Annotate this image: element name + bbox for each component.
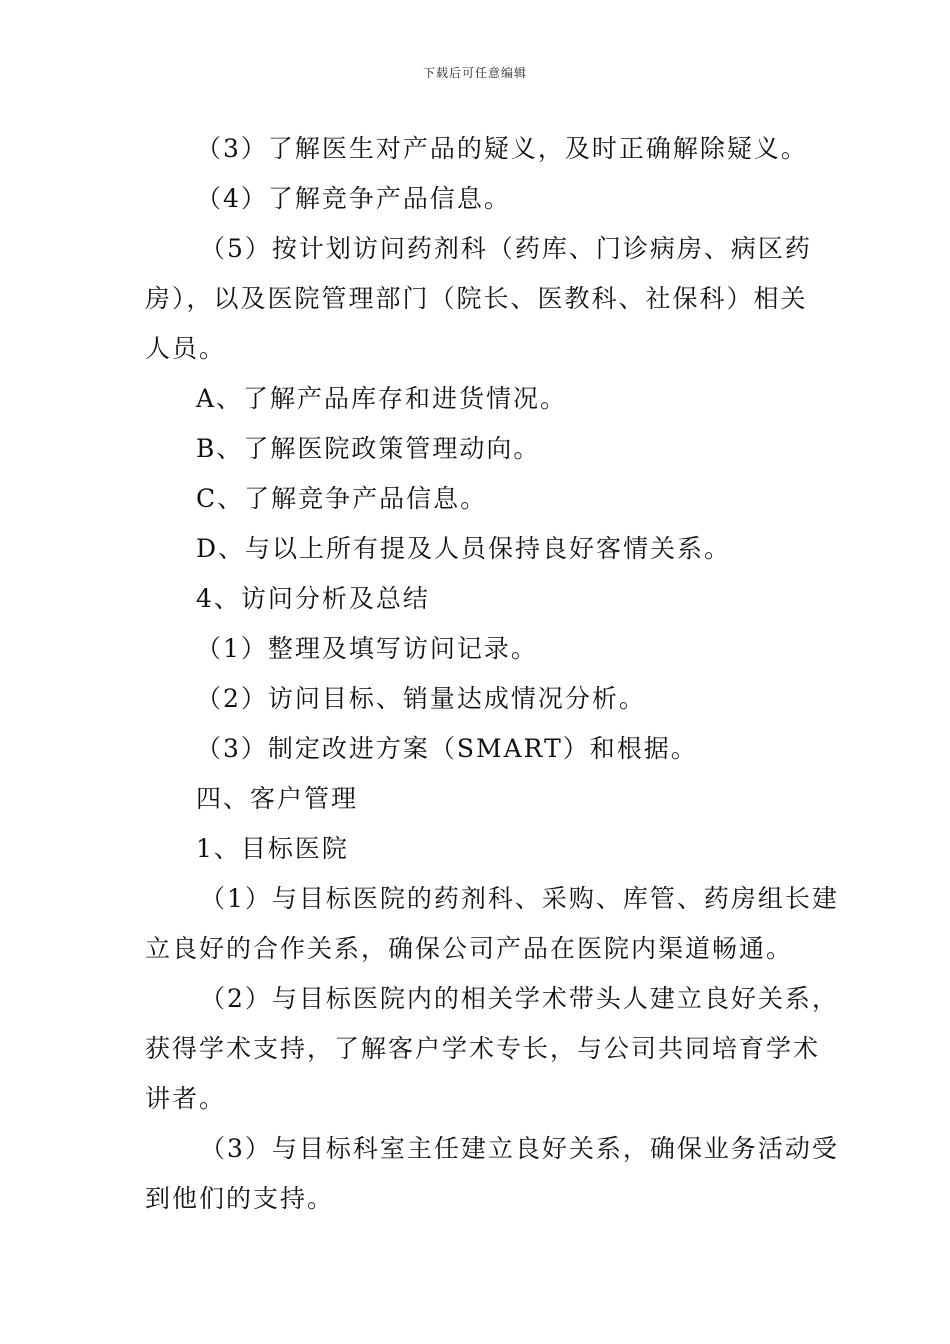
header-note: 下载后可任意编辑 <box>422 66 527 80</box>
paragraph-line: （3）了解医生对产品的疑义，及时正确解除疑义。 <box>196 134 808 163</box>
paragraph-line: 1、目标医院 <box>196 834 349 863</box>
paragraph-line: （4）了解竞争产品信息。 <box>196 184 511 213</box>
paragraph-line: 到他们的支持。 <box>145 1184 335 1213</box>
paragraph-line: 获得学术支持，了解客户学术专长，与公司共同培育学术 <box>145 1034 821 1063</box>
paragraph-line: （1）整理及填写访问记录。 <box>196 634 538 663</box>
paragraph-line: A、了解产品库存和进货情况。 <box>196 384 568 413</box>
paragraph-line: （5）按计划访问药剂科（药库、门诊病房、病区药 <box>200 234 812 263</box>
paragraph-line: 4、访问分析及总结 <box>196 584 430 613</box>
paragraph-line: （1）与目标医院的药剂科、采购、库管、药房组长建 <box>200 884 839 913</box>
paragraph-line: 立良好的合作关系，确保公司产品在医院内渠道畅通。 <box>145 934 794 963</box>
paragraph-line: 人员。 <box>145 334 227 363</box>
paragraph-line: （3）与目标科室主任建立良好关系，确保业务活动受 <box>200 1134 839 1163</box>
paragraph-line: （2）与目标医院内的相关学术带头人建立良好关系， <box>200 984 839 1013</box>
paragraph-line: （2）访问目标、销量达成情况分析。 <box>196 684 646 713</box>
paragraph-line: C、了解竞争产品信息。 <box>196 484 488 513</box>
paragraph-line: （3）制定改进方案（SMART）和根据。 <box>196 734 698 763</box>
paragraph-line: B、了解医院政策管理动向。 <box>196 434 541 463</box>
paragraph-line: 四、客户管理 <box>196 784 359 813</box>
paragraph-line: 讲者。 <box>145 1084 227 1113</box>
paragraph-line: 房），以及医院管理部门（院长、医教科、社保科）相关 <box>145 284 808 313</box>
paragraph-line: D、与以上所有提及人员保持良好客情关系。 <box>196 534 732 563</box>
